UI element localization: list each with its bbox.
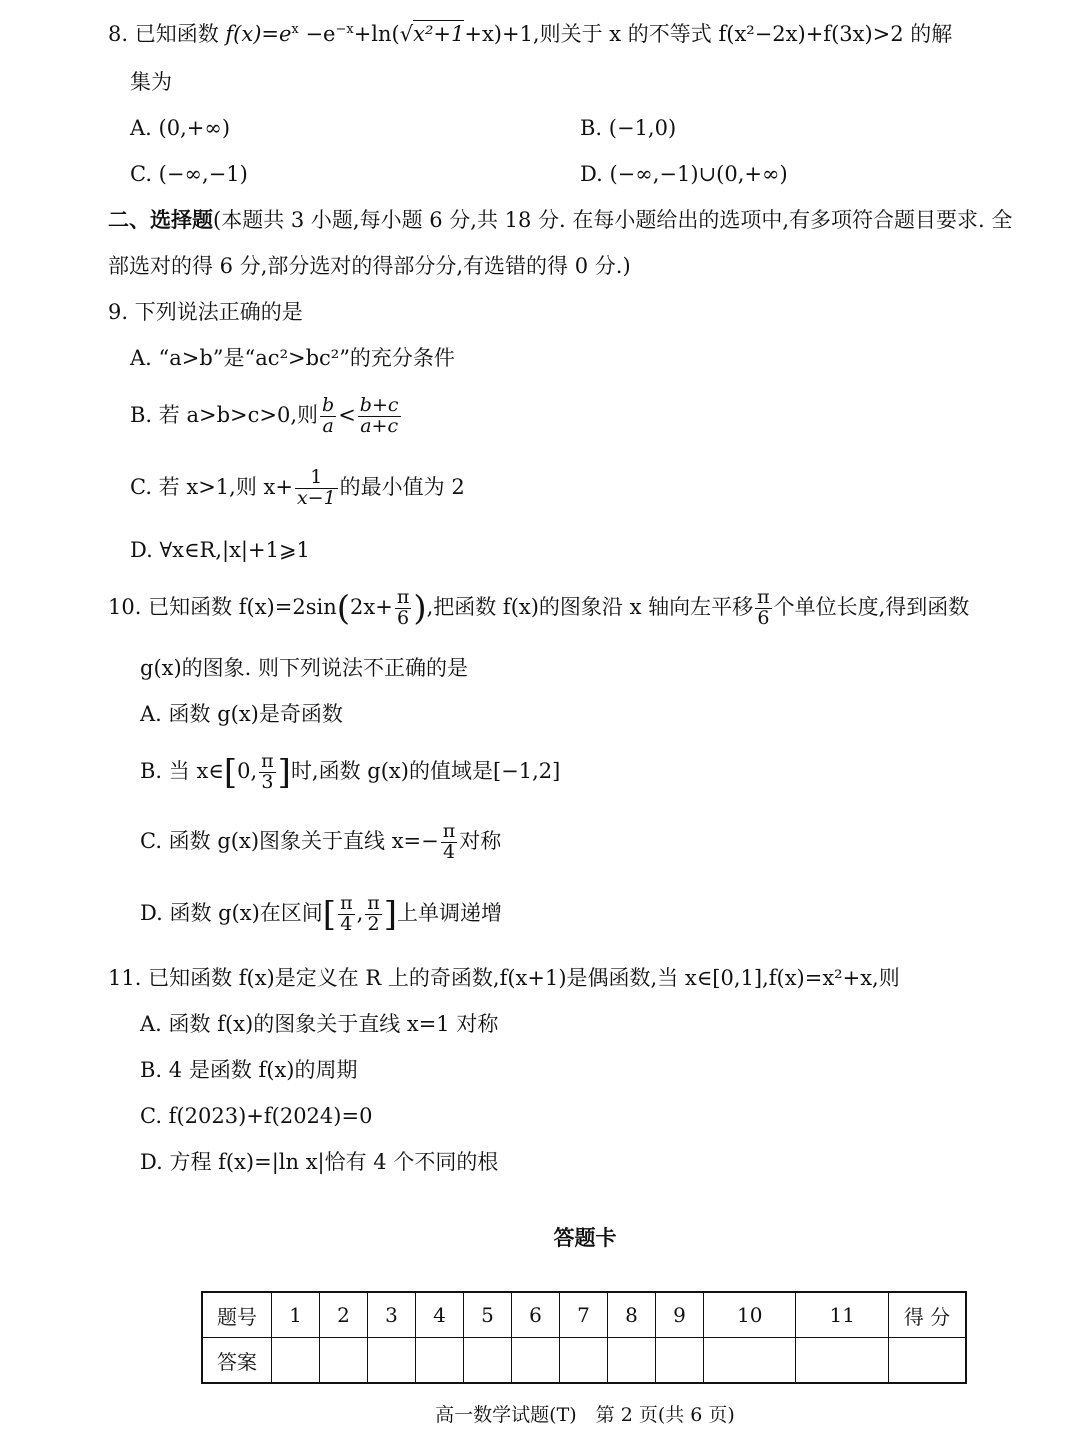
q9-c-frac-den: x−1 (296, 486, 336, 509)
q10-prefix: 10. 已知函数 f(x)=2sin (108, 594, 337, 619)
q10-d-frac1-num: π (340, 892, 353, 914)
q8-func: f(x)=e (225, 22, 292, 46)
q10-d-frac2-den: 2 (367, 912, 380, 935)
q11-option-d: D. 方程 f(x)=|ln x|恰有 4 个不同的根 (140, 1150, 499, 1174)
q10-inner-frac-den: 6 (397, 606, 410, 629)
q10-b-bracket-open: [ (223, 752, 238, 793)
answer-card-title: 答题卡 (553, 1226, 617, 1250)
q10-d-frac2 (365, 894, 382, 935)
q10-shift-den: 6 (757, 606, 770, 629)
q10-b-suffix: 时,函数 g(x)的值域是[−1,2] (290, 758, 561, 783)
question-number-cell: 7 (560, 1292, 608, 1338)
q9-b-frac2-num: b+c (359, 394, 399, 416)
q10-inner-frac (395, 588, 412, 629)
q8-option-a: A. (0,+∞) (130, 116, 231, 140)
q9-b-prefix: B. 若 a>b>c>0,则 (130, 402, 319, 427)
q10-b-frac-num: π (261, 750, 274, 772)
q10-suffix2: 个单位长度,得到函数 (773, 594, 970, 619)
q10-stem-line1 (108, 588, 969, 629)
answer-cell[interactable] (608, 1338, 656, 1384)
q8-after-sqrt: +x)+1,则关于 x 的不等式 f(x²−2x)+f(3x)>2 的解 (464, 22, 953, 46)
q10-b-int: 0, (237, 758, 258, 783)
q10-b-frac-den: 3 (261, 770, 274, 793)
q9-b-frac1-num: b (322, 394, 335, 416)
q10-option-a: A. 函数 g(x)是奇函数 (140, 702, 343, 726)
q8-sqrt-inner: x²+1 (413, 22, 465, 46)
q9-b-frac1 (320, 396, 336, 437)
answer-cell[interactable] (416, 1338, 464, 1384)
answer-label: 答案 (202, 1338, 272, 1384)
q8-stem-line1 (108, 20, 952, 47)
score-label: 得 分 (889, 1292, 967, 1338)
section2-desc1: (本题共 3 小题,每小题 6 分,共 18 分. 在每小题给出的选项中,有多项符合题目要求. 全 (213, 208, 1013, 232)
q10-b-prefix: B. 当 x∈ (140, 758, 224, 783)
q9-option-d: D. ∀x∈R,|x|+1⩾1 (130, 538, 310, 562)
q10-b-bracket-close: ] (277, 752, 291, 793)
question-number-cell: 8 (608, 1292, 656, 1338)
q9-b-lt: < (338, 402, 356, 427)
answer-cell[interactable] (272, 1338, 320, 1384)
q10-c-suffix: 对称 (459, 828, 502, 853)
q11-option-a: A. 函数 f(x)的图象关于直线 x=1 对称 (140, 1012, 499, 1036)
q10-d-comma: , (356, 900, 364, 925)
question-number-cell: 3 (368, 1292, 416, 1338)
q8-prefix: 8. 已知函数 (108, 22, 226, 46)
answer-cell[interactable] (796, 1338, 889, 1384)
q9-option-c (130, 468, 465, 509)
q10-c-frac-den: 4 (442, 840, 456, 863)
q11-option-c: C. f(2023)+f(2024)=0 (140, 1104, 373, 1128)
q10-paren-close: ) (413, 588, 427, 629)
question-number-cell: 2 (320, 1292, 368, 1338)
q10-suffix1: ,把函数 f(x)的图象沿 x 轴向左平移 (426, 594, 754, 619)
answer-card-table (201, 1291, 967, 1384)
question-number-label: 题号 (202, 1292, 272, 1338)
q9-c-frac (295, 468, 338, 509)
q11-option-b: B. 4 是函数 f(x)的周期 (140, 1058, 358, 1082)
q8-sup2: −x (335, 22, 354, 37)
question-number-cell: 5 (464, 1292, 512, 1338)
q10-stem-line2: g(x)的图象. 则下列说法不正确的是 (140, 656, 469, 680)
q8-mid: −e (298, 22, 336, 46)
q9-b-frac2-den: a+c (360, 414, 399, 437)
q10-inner-frac-num: π (396, 586, 410, 608)
section2-line2: 部选对的得 6 分,部分选对的得部分分,有选错的得 0 分.) (108, 254, 631, 278)
q10-d-frac1 (338, 894, 355, 935)
answer-card-number-row (202, 1292, 966, 1338)
q10-d-prefix: D. 函数 g(x)在区间 (140, 900, 323, 925)
score-cell[interactable] (889, 1338, 967, 1384)
q9-option-b (130, 396, 403, 437)
q10-option-b (140, 752, 560, 793)
q10-shift-frac (755, 588, 772, 629)
q11-stem: 11. 已知函数 f(x)是定义在 R 上的奇函数,f(x+1)是偶函数,当 x∈[0,1],f(x)=x²+x,则 (108, 966, 900, 990)
answer-cell[interactable] (704, 1338, 796, 1384)
answer-cell[interactable] (512, 1338, 560, 1384)
q10-d-suffix: 上单调递增 (397, 900, 503, 925)
q10-d-bracket-open: [ (322, 894, 337, 935)
q10-d-bracket-close: ] (383, 894, 398, 935)
q10-c-prefix: C. 函数 g(x)图象关于直线 x=− (140, 828, 439, 853)
question-number-cell: 9 (656, 1292, 704, 1338)
q10-shift-num: π (757, 586, 770, 608)
answer-cell[interactable] (560, 1338, 608, 1384)
answer-cell[interactable] (368, 1338, 416, 1384)
q10-c-frac-num: π (442, 820, 456, 842)
q10-inner: 2x+ (350, 594, 393, 619)
q8-option-d: D. (−∞,−1)∪(0,+∞) (580, 162, 788, 186)
q9-c-suffix: 的最小值为 2 (339, 474, 465, 499)
q10-option-d (140, 894, 502, 935)
answer-cell[interactable] (320, 1338, 368, 1384)
q9-b-frac1-den: a (322, 414, 334, 437)
question-number-cell: 11 (796, 1292, 889, 1338)
question-number-cell: 4 (416, 1292, 464, 1338)
q8-option-b: B. (−1,0) (580, 116, 677, 140)
question-number-cell: 10 (704, 1292, 796, 1338)
q8-ln: +ln( (353, 22, 400, 46)
section2-heading: 二、选择题 (108, 208, 213, 232)
section2-line1 (108, 208, 1012, 233)
q9-stem: 9. 下列说法正确的是 (108, 300, 303, 324)
q8-stem-line2: 集为 (130, 70, 172, 94)
q9-option-a: A. “a>b”是“ac²>bc²”的充分条件 (130, 346, 455, 370)
q8-sqrt-sign: √ (399, 22, 414, 46)
question-number-cell: 1 (272, 1292, 320, 1338)
q10-option-c (140, 822, 501, 863)
answer-cell[interactable] (464, 1338, 512, 1384)
q9-c-frac-num: 1 (295, 468, 338, 489)
question-number-cell: 6 (512, 1292, 560, 1338)
answer-cell[interactable] (656, 1338, 704, 1384)
q8-sup1: x (291, 22, 299, 37)
q10-d-frac2-num: π (367, 892, 380, 914)
q10-b-frac (259, 752, 276, 793)
q10-d-frac1-den: 4 (340, 912, 353, 935)
q8-option-c: C. (−∞,−1) (130, 162, 248, 186)
q10-paren-open: ( (336, 588, 350, 629)
answer-card-answer-row (202, 1338, 966, 1384)
q9-c-prefix: C. 若 x>1,则 x+ (130, 474, 293, 499)
page-footer: 高一数学试题(T) 第 2 页(共 6 页) (435, 1404, 735, 1426)
q9-b-frac2 (358, 396, 401, 437)
q10-c-frac (441, 822, 458, 863)
